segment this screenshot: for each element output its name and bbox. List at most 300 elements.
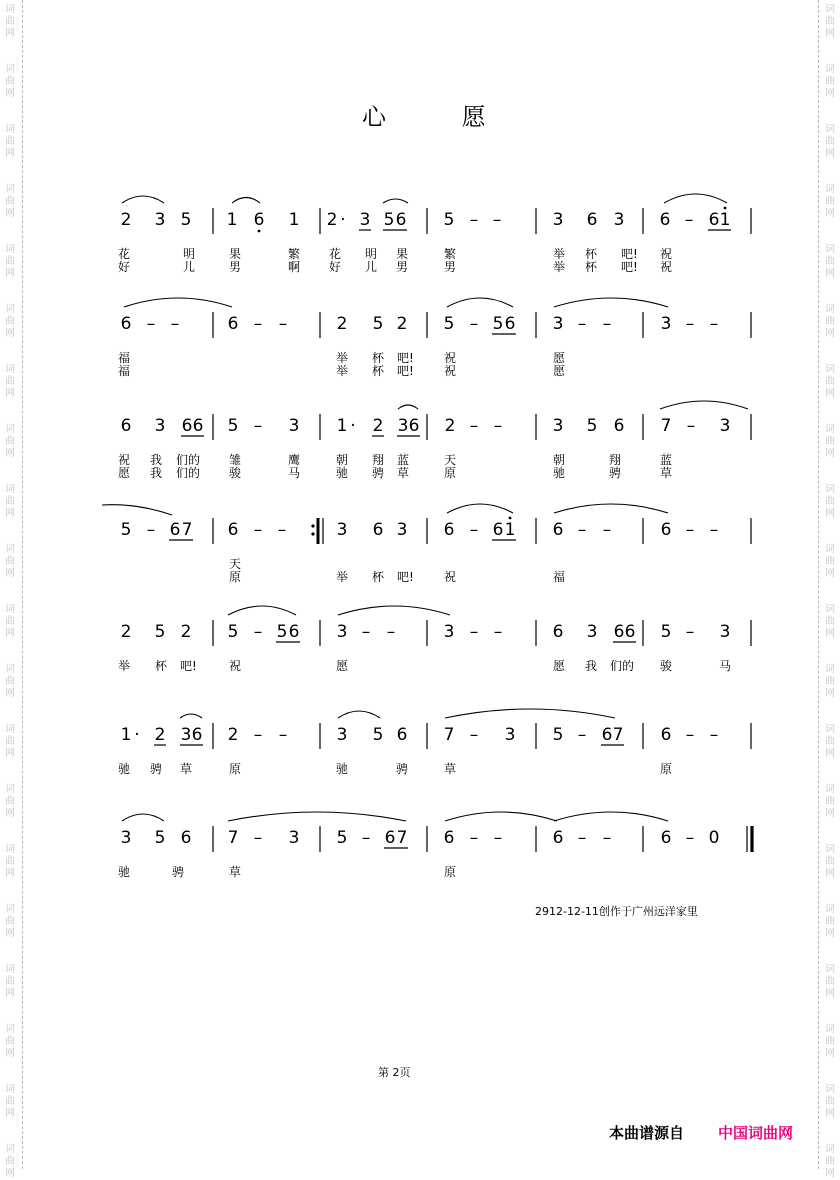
- lyric-syllable: 好: [329, 260, 342, 274]
- watermark-text: 词曲网: [5, 184, 15, 219]
- lyric-syllable: 骋: [372, 466, 385, 480]
- slur: [180, 714, 202, 718]
- lyric-syllable: 男: [444, 260, 457, 274]
- lyric-syllable: 举: [118, 659, 131, 673]
- note-5: 5: [372, 725, 384, 745]
- slur: [228, 812, 406, 821]
- note-dash: –: [170, 314, 180, 334]
- lyric-syllable: 祝: [444, 364, 457, 378]
- note-3: 3: [288, 828, 300, 848]
- lyric-syllable: 啊: [288, 260, 301, 274]
- lyric-syllable: 蓝: [660, 453, 673, 467]
- watermark-text: 词曲网: [5, 304, 15, 339]
- lyric-syllable: 驰: [336, 466, 349, 480]
- note-dash: –: [253, 622, 263, 642]
- watermark-text: 词曲网: [5, 1024, 15, 1059]
- note-6: 6: [660, 520, 672, 540]
- watermark-text: 词曲网: [825, 544, 835, 579]
- lyric-syllable: 原: [660, 762, 673, 776]
- lyric-syllable: 们的: [176, 453, 201, 467]
- octave-dot-above: [509, 517, 512, 520]
- note-dash: –: [469, 828, 479, 848]
- watermark-text: 词曲网: [825, 304, 835, 339]
- note-1: 1: [719, 210, 731, 230]
- lyric-syllable: 愿: [553, 364, 566, 378]
- lyric-syllable: 翔: [372, 453, 385, 467]
- watermark-text: 词曲网: [5, 604, 15, 639]
- note-6: 6: [288, 622, 300, 642]
- note-5: 5: [227, 622, 239, 642]
- watermark-text: 词曲网: [5, 544, 15, 579]
- lyric-syllable: 我: [585, 659, 598, 673]
- note-7: 7: [612, 725, 624, 745]
- note-dash: –: [253, 520, 263, 540]
- watermark-text: 词曲网: [825, 784, 835, 819]
- slur: [445, 812, 557, 821]
- note-6: 6: [708, 210, 720, 230]
- note-6: 6: [227, 520, 239, 540]
- note-dash: –: [253, 725, 263, 745]
- lyric-syllable: 杯: [372, 351, 385, 365]
- lyric-syllable: 原: [444, 466, 457, 480]
- note-dash: –: [684, 210, 694, 230]
- lyric-syllable: 蓝: [397, 453, 410, 467]
- lyric-syllable: 天: [229, 557, 242, 571]
- lyric-syllable: 举: [336, 570, 349, 584]
- watermark-text: 词曲网: [825, 244, 835, 279]
- slur: [554, 504, 668, 513]
- lyric-syllable: 举: [553, 247, 566, 261]
- note-6: 6: [443, 828, 455, 848]
- slur: [660, 401, 748, 409]
- lyric-syllable: 明: [365, 247, 378, 261]
- note-dot: ·: [340, 210, 346, 230]
- note-dash: –: [577, 520, 587, 540]
- lyric-syllable: 繁: [444, 247, 457, 261]
- note-1: 1: [336, 416, 348, 436]
- slur: [664, 194, 727, 203]
- note-1: 1: [226, 210, 238, 230]
- watermark-text: 词曲网: [5, 784, 15, 819]
- note-5: 5: [492, 314, 504, 334]
- lyric-syllable: 愿: [336, 659, 349, 673]
- note-1: 1: [504, 520, 516, 540]
- note-6: 6: [253, 210, 265, 230]
- note-3: 3: [719, 622, 731, 642]
- note-dash: –: [493, 416, 503, 436]
- note-dash: –: [469, 725, 479, 745]
- lyric-syllable: 天: [444, 453, 457, 467]
- note-3: 3: [180, 725, 192, 745]
- note-7: 7: [227, 828, 239, 848]
- note-dash: –: [146, 314, 156, 334]
- lyric-syllable: 福: [553, 570, 566, 584]
- note-2: 2: [120, 622, 132, 642]
- note-3: 3: [288, 416, 300, 436]
- slur: [447, 298, 513, 307]
- lyric-syllable: 草: [660, 466, 673, 480]
- note-6: 6: [552, 520, 564, 540]
- note-5: 5: [586, 416, 598, 436]
- lyric-syllable: 骋: [172, 865, 185, 879]
- note-dash: –: [386, 622, 396, 642]
- note-dash: –: [469, 210, 479, 230]
- note-6: 6: [384, 828, 396, 848]
- note-dash: –: [602, 828, 612, 848]
- note-5: 5: [552, 725, 564, 745]
- lyric-syllable: 原: [444, 865, 457, 879]
- lyric-syllable: 草: [444, 762, 457, 776]
- lyric-syllable: 原: [229, 762, 242, 776]
- lyric-syllable: 吧!: [397, 364, 414, 378]
- watermark-text: 词曲网: [825, 1084, 835, 1119]
- note-3: 3: [613, 210, 625, 230]
- lyric-syllable: 吧!: [621, 247, 638, 261]
- watermark-text: 词曲网: [5, 964, 15, 999]
- watermark-text: 词曲网: [5, 724, 15, 759]
- lyric-syllable: 马: [719, 659, 732, 673]
- watermark-text: 词曲网: [825, 4, 835, 39]
- note-3: 3: [552, 210, 564, 230]
- lyric-syllable: 杯: [155, 659, 168, 673]
- lyric-syllable: 驰: [553, 466, 566, 480]
- note-dash: –: [709, 725, 719, 745]
- lyric-syllable: 好: [118, 260, 131, 274]
- note-5: 5: [372, 314, 384, 334]
- note-5: 5: [154, 622, 166, 642]
- lyric-syllable: 朝: [336, 453, 349, 467]
- note-dash: –: [361, 828, 371, 848]
- lyric-syllable: 祝: [660, 247, 673, 261]
- lyric-syllable: 我: [150, 453, 163, 467]
- note-dash: –: [278, 725, 288, 745]
- page-title: 心 愿: [362, 103, 520, 131]
- lyric-syllable: 儿: [183, 260, 196, 274]
- watermark-text: 词曲网: [825, 64, 835, 99]
- lyric-syllable: 花: [118, 247, 131, 261]
- lyric-syllable: 祝: [444, 351, 457, 365]
- lyric-syllable: 举: [553, 260, 566, 274]
- note-6: 6: [443, 520, 455, 540]
- note-7: 7: [443, 725, 455, 745]
- slur: [398, 405, 418, 409]
- note-2: 2: [444, 416, 456, 436]
- lyric-syllable: 吧!: [621, 260, 638, 274]
- lyric-syllable: 祝: [444, 570, 457, 584]
- note-dash: –: [469, 622, 479, 642]
- note-5: 5: [227, 416, 239, 436]
- watermark-text: 词曲网: [5, 64, 15, 99]
- note-3: 3: [586, 622, 598, 642]
- note-2: 2: [396, 314, 408, 334]
- note-5: 5: [154, 828, 166, 848]
- note-dash: –: [253, 416, 263, 436]
- note-dash: –: [253, 314, 263, 334]
- note-dash: –: [469, 314, 479, 334]
- watermark-text: 词曲网: [825, 1144, 835, 1179]
- note-3: 3: [443, 622, 455, 642]
- lyric-syllable: 驰: [336, 762, 349, 776]
- note-dash: –: [685, 622, 695, 642]
- lyric-syllable: 们的: [610, 659, 635, 673]
- slur: [228, 606, 296, 615]
- note-6: 6: [227, 314, 239, 334]
- note-6: 6: [181, 416, 193, 436]
- watermark-text: 词曲网: [5, 1144, 15, 1179]
- lyric-syllable: 杯: [372, 570, 385, 584]
- lyric-syllable: 福: [118, 364, 131, 378]
- watermark-text: 词曲网: [825, 184, 835, 219]
- note-5: 5: [443, 314, 455, 334]
- note-5: 5: [336, 828, 348, 848]
- lyric-syllable: 我: [150, 466, 163, 480]
- slur: [338, 606, 450, 615]
- note-3: 3: [397, 416, 409, 436]
- watermark-text: 词曲网: [825, 604, 835, 639]
- octave-dot-above: [724, 207, 727, 210]
- watermark-text: 词曲网: [825, 904, 835, 939]
- note-dash: –: [602, 314, 612, 334]
- lyric-syllable: 朝: [553, 453, 566, 467]
- lyric-syllable: 吧!: [180, 659, 197, 673]
- watermark-text: 词曲网: [825, 1024, 835, 1059]
- lyric-syllable: 愿: [118, 466, 131, 480]
- lyric-syllable: 骋: [609, 466, 622, 480]
- lyric-syllable: 愿: [553, 351, 566, 365]
- lyric-syllable: 愿: [553, 659, 566, 673]
- note-2: 2: [154, 725, 166, 745]
- watermark-text: 词曲网: [825, 124, 835, 159]
- lyric-syllable: 吧!: [397, 570, 414, 584]
- slur: [445, 709, 615, 718]
- note-6: 6: [660, 725, 672, 745]
- note-6: 6: [504, 314, 516, 334]
- note-dash: –: [685, 725, 695, 745]
- note-dash: –: [493, 828, 503, 848]
- note-6: 6: [601, 725, 613, 745]
- lyric-syllable: 们的: [176, 466, 201, 480]
- note-2: 2: [120, 210, 132, 230]
- note-3: 3: [120, 828, 132, 848]
- watermark-text: 词曲网: [5, 1084, 15, 1119]
- note-dash: –: [253, 828, 263, 848]
- note-dot: ·: [350, 416, 356, 436]
- lyric-syllable: 儿: [365, 260, 378, 274]
- note-dash: –: [278, 314, 288, 334]
- lyric-syllable: 杯: [585, 260, 598, 274]
- lyric-syllable: 雏: [229, 453, 242, 467]
- slur: [124, 298, 232, 307]
- lyric-syllable: 骏: [229, 466, 242, 480]
- lyric-syllable: 草: [397, 466, 410, 480]
- lyric-syllable: 杯: [372, 364, 385, 378]
- note-6: 6: [492, 520, 504, 540]
- note-2: 2: [326, 210, 338, 230]
- note-6: 6: [659, 210, 671, 230]
- note-3: 3: [154, 210, 166, 230]
- note-5: 5: [276, 622, 288, 642]
- watermark-text: 词曲网: [825, 724, 835, 759]
- note-3: 3: [660, 314, 672, 334]
- lyric-syllable: 祝: [660, 260, 673, 274]
- watermark-text: 词曲网: [5, 424, 15, 459]
- note-0: 0: [708, 828, 720, 848]
- note-7: 7: [181, 520, 193, 540]
- watermark-text: 词曲网: [5, 844, 15, 879]
- note-6: 6: [120, 416, 132, 436]
- slur: [554, 298, 668, 307]
- lyric-syllable: 明: [183, 247, 196, 261]
- watermark-text: 词曲网: [825, 664, 835, 699]
- note-5: 5: [660, 622, 672, 642]
- note-2: 2: [180, 622, 192, 642]
- note-dash: –: [493, 622, 503, 642]
- note-6: 6: [169, 520, 181, 540]
- note-6: 6: [552, 622, 564, 642]
- note-6: 6: [660, 828, 672, 848]
- source-site-link[interactable]: 中国词曲网: [718, 1124, 794, 1142]
- watermark-text: 词曲网: [825, 424, 835, 459]
- watermark-text: 词曲网: [825, 844, 835, 879]
- note-5: 5: [443, 210, 455, 230]
- watermark-text: 词曲网: [5, 364, 15, 399]
- lyric-syllable: 男: [229, 260, 242, 274]
- lyric-syllable: 繁: [288, 247, 301, 261]
- slur: [122, 196, 164, 203]
- note-2: 2: [372, 416, 384, 436]
- lyric-syllable: 吧!: [397, 351, 414, 365]
- watermark-text: 词曲网: [825, 964, 835, 999]
- watermark-text: 词曲网: [5, 484, 15, 519]
- lyric-syllable: 祝: [118, 453, 131, 467]
- note-dash: –: [685, 828, 695, 848]
- repeat-dot: [311, 532, 314, 535]
- note-dash: –: [361, 622, 371, 642]
- lyric-syllable: 果: [229, 247, 242, 261]
- note-6: 6: [586, 210, 598, 230]
- octave-dot-below: [258, 230, 261, 233]
- note-6: 6: [613, 622, 625, 642]
- note-3: 3: [336, 622, 348, 642]
- repeat-dot: [311, 524, 314, 527]
- lyric-syllable: 翔: [609, 453, 622, 467]
- note-7: 7: [660, 416, 672, 436]
- lyric-syllable: 骋: [150, 762, 163, 776]
- note-3: 3: [504, 725, 516, 745]
- note-dash: –: [685, 520, 695, 540]
- note-5: 5: [180, 210, 192, 230]
- note-dash: –: [469, 416, 479, 436]
- lyric-syllable: 骋: [396, 762, 409, 776]
- note-3: 3: [359, 210, 371, 230]
- note-5: 5: [120, 520, 132, 540]
- note-1: 1: [120, 725, 132, 745]
- note-2: 2: [227, 725, 239, 745]
- note-dash: –: [709, 520, 719, 540]
- note-3: 3: [719, 416, 731, 436]
- note-3: 3: [336, 725, 348, 745]
- note-dash: –: [577, 828, 587, 848]
- lyric-syllable: 鹰: [288, 453, 301, 467]
- slur: [383, 199, 408, 203]
- lyric-syllable: 马: [288, 466, 301, 480]
- note-3: 3: [552, 416, 564, 436]
- note-3: 3: [336, 520, 348, 540]
- note-6: 6: [192, 416, 204, 436]
- slur: [447, 504, 513, 513]
- lyric-syllable: 驰: [118, 762, 131, 776]
- note-dash: –: [709, 314, 719, 334]
- slur: [338, 711, 380, 718]
- note-dash: –: [685, 314, 695, 334]
- note-6: 6: [120, 314, 132, 334]
- note-6: 6: [552, 828, 564, 848]
- note-6: 6: [395, 210, 407, 230]
- lyric-syllable: 草: [180, 762, 193, 776]
- note-dash: –: [146, 520, 156, 540]
- note-7: 7: [396, 828, 408, 848]
- note-5: 5: [383, 210, 395, 230]
- lyric-syllable: 驰: [118, 865, 131, 879]
- slur: [554, 812, 668, 821]
- note-6: 6: [624, 622, 636, 642]
- note-6: 6: [613, 416, 625, 436]
- watermark-text: 词曲网: [825, 364, 835, 399]
- lyric-syllable: 果: [396, 247, 409, 261]
- note-6: 6: [180, 828, 192, 848]
- note-6: 6: [408, 416, 420, 436]
- slur: [122, 814, 164, 821]
- note-1: 1: [288, 210, 300, 230]
- lyric-syllable: 福: [118, 351, 131, 365]
- lyric-syllable: 祝: [229, 659, 242, 673]
- composition-credit: 2912-12-11创作于广州远洋家里: [535, 905, 698, 918]
- watermark-text: 词曲网: [5, 244, 15, 279]
- note-dot: ·: [134, 725, 140, 745]
- lyric-syllable: 骏: [660, 659, 673, 673]
- note-dash: –: [577, 314, 587, 334]
- note-3: 3: [552, 314, 564, 334]
- lyric-syllable: 杯: [585, 247, 598, 261]
- lyric-syllable: 花: [329, 247, 342, 261]
- slur: [232, 198, 260, 204]
- lyric-syllable: 举: [336, 351, 349, 365]
- lyric-syllable: 草: [229, 865, 242, 879]
- note-3: 3: [396, 520, 408, 540]
- lyric-syllable: 男: [396, 260, 409, 274]
- note-dash: –: [277, 520, 287, 540]
- note-2: 2: [336, 314, 348, 334]
- note-dash: –: [602, 520, 612, 540]
- lyric-syllable: 举: [336, 364, 349, 378]
- page-number: 第 2页: [378, 1066, 411, 1079]
- note-dash: –: [469, 520, 479, 540]
- watermark-text: 词曲网: [825, 484, 835, 519]
- lyric-syllable: 原: [229, 570, 242, 584]
- note-dash: –: [577, 725, 587, 745]
- watermark-text: 词曲网: [5, 4, 15, 39]
- note-6: 6: [396, 725, 408, 745]
- watermark-text: 词曲网: [5, 904, 15, 939]
- source-label: 本曲谱源自: [609, 1124, 685, 1142]
- note-6: 6: [191, 725, 203, 745]
- note-dash: –: [686, 416, 696, 436]
- note-6: 6: [372, 520, 384, 540]
- note-dash: –: [492, 210, 502, 230]
- slur: [102, 505, 172, 515]
- note-3: 3: [154, 416, 166, 436]
- watermark-text: 词曲网: [5, 664, 15, 699]
